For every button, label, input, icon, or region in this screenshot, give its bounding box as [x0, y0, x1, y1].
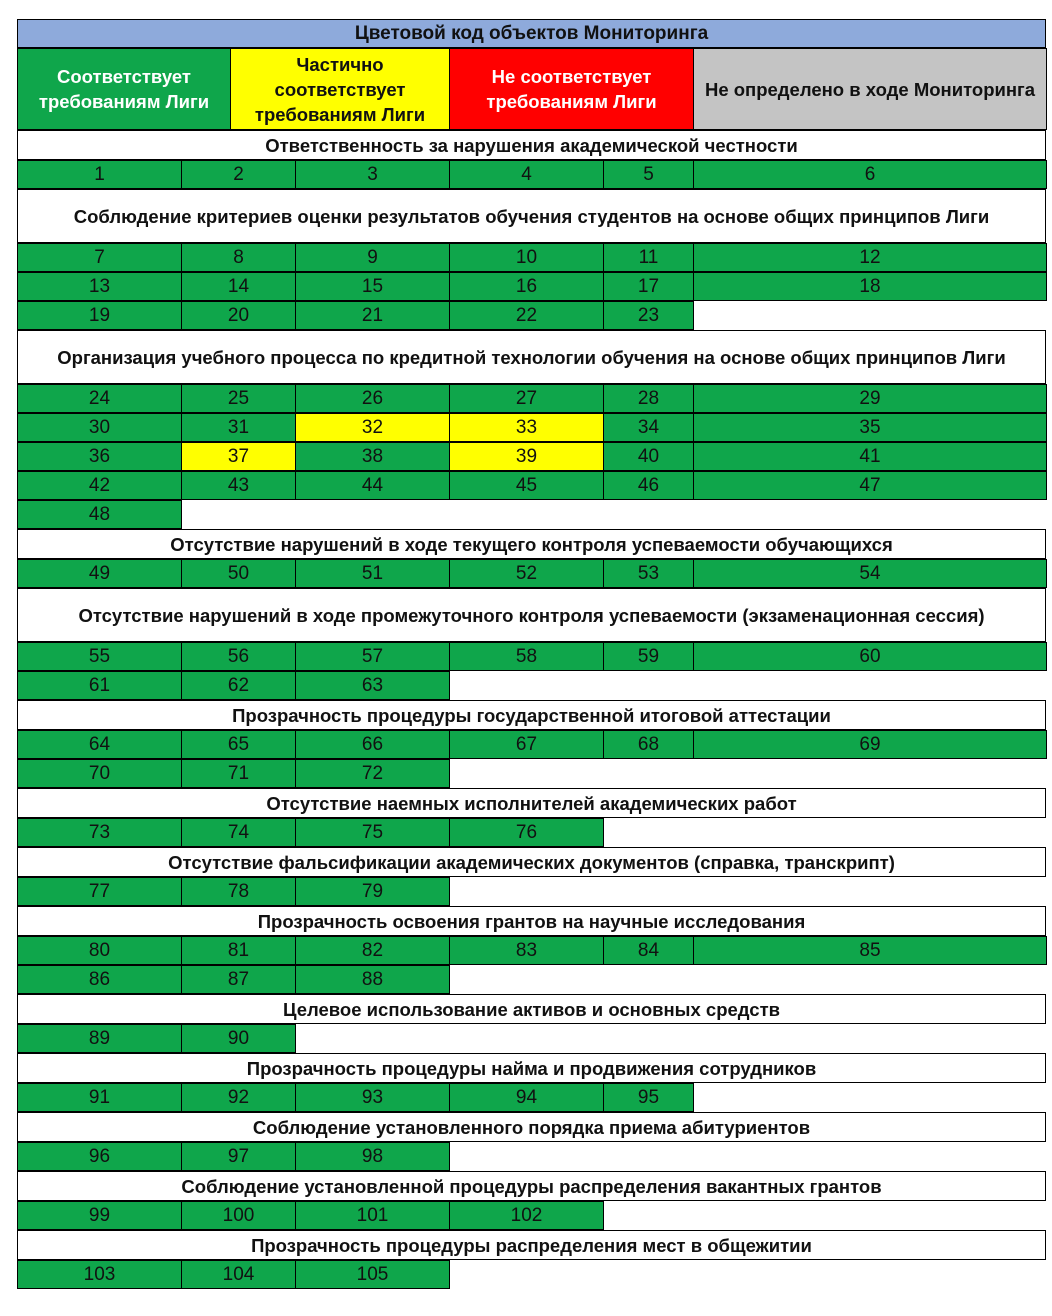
title-row — [17, 19, 1046, 48]
object-cell-26: 26 — [295, 384, 450, 413]
object-cell-98: 98 — [295, 1142, 450, 1171]
object-cell-75: 75 — [295, 818, 450, 847]
object-cell-41: 41 — [693, 442, 1047, 471]
object-cell-46: 46 — [603, 471, 694, 500]
object-cell-21: 21 — [295, 301, 450, 330]
section-heading-row — [17, 1053, 1046, 1083]
monitoring-color-table — [17, 19, 1046, 1289]
object-cell-12: 12 — [693, 243, 1047, 272]
section-heading: Соблюдение критериев оценки результатов обучения студентов на основе общих принципов Лиги — [17, 189, 1046, 243]
object-cell-8: 8 — [181, 243, 296, 272]
object-cell-89: 89 — [17, 1024, 182, 1053]
object-cell-63: 63 — [295, 671, 450, 700]
object-cell-15: 15 — [295, 272, 450, 301]
object-cell-77: 77 — [17, 877, 182, 906]
table-row — [17, 671, 1046, 700]
object-cell-38: 38 — [295, 442, 450, 471]
object-cell-16: 16 — [449, 272, 604, 301]
object-cell-18: 18 — [693, 272, 1047, 301]
object-cell-25: 25 — [181, 384, 296, 413]
table-row — [17, 1024, 1046, 1053]
object-cell-101: 101 — [295, 1201, 450, 1230]
section-heading-row — [17, 994, 1046, 1024]
object-cell-39: 39 — [449, 442, 604, 471]
object-cell-2: 2 — [181, 160, 296, 189]
legend-partial: Частично соответствует требованиям Лиги — [230, 48, 450, 130]
section-heading-row — [17, 588, 1046, 642]
object-cell-88: 88 — [295, 965, 450, 994]
object-cell-14: 14 — [181, 272, 296, 301]
object-cell-57: 57 — [295, 642, 450, 671]
section-heading-row — [17, 847, 1046, 877]
legend-undetermined: Не определено в ходе Мониторинга — [693, 48, 1047, 130]
object-cell-82: 82 — [295, 936, 450, 965]
object-cell-30: 30 — [17, 413, 182, 442]
table-row — [17, 243, 1046, 272]
table-row — [17, 759, 1046, 788]
section-heading: Отсутствие нарушений в ходе текущего контроля успеваемости обучающихся — [17, 529, 1046, 559]
section-heading: Ответственность за нарушения академической честности — [17, 130, 1046, 160]
object-cell-84: 84 — [603, 936, 694, 965]
object-cell-83: 83 — [449, 936, 604, 965]
object-cell-64: 64 — [17, 730, 182, 759]
table-row — [17, 272, 1046, 301]
section-heading: Отсутствие наемных исполнителей академических работ — [17, 788, 1046, 818]
section-heading: Прозрачность процедуры распределения мест в общежитии — [17, 1230, 1046, 1260]
object-cell-95: 95 — [603, 1083, 694, 1112]
object-cell-66: 66 — [295, 730, 450, 759]
section-heading: Прозрачность освоения грантов на научные исследования — [17, 906, 1046, 936]
legend-noncompliant: Не соответствует требованиям Лиги — [449, 48, 694, 130]
object-cell-104: 104 — [181, 1260, 296, 1289]
table-row — [17, 471, 1046, 500]
table-row — [17, 160, 1046, 189]
table-row — [17, 1142, 1046, 1171]
table-row — [17, 965, 1046, 994]
section-heading-row — [17, 906, 1046, 936]
object-cell-56: 56 — [181, 642, 296, 671]
object-cell-51: 51 — [295, 559, 450, 588]
section-heading-row — [17, 700, 1046, 730]
object-cell-53: 53 — [603, 559, 694, 588]
object-cell-47: 47 — [693, 471, 1047, 500]
object-cell-28: 28 — [603, 384, 694, 413]
object-cell-79: 79 — [295, 877, 450, 906]
table-row — [17, 730, 1046, 759]
object-cell-86: 86 — [17, 965, 182, 994]
table-row — [17, 642, 1046, 671]
object-cell-78: 78 — [181, 877, 296, 906]
object-cell-65: 65 — [181, 730, 296, 759]
section-heading: Организация учебного процесса по кредитной технологии обучения на основе общих принципов Лиги — [17, 330, 1046, 384]
object-cell-94: 94 — [449, 1083, 604, 1112]
object-cell-97: 97 — [181, 1142, 296, 1171]
object-cell-20: 20 — [181, 301, 296, 330]
object-cell-24: 24 — [17, 384, 182, 413]
object-cell-90: 90 — [181, 1024, 296, 1053]
object-cell-33: 33 — [449, 413, 604, 442]
section-heading: Прозрачность процедуры найма и продвижения сотрудников — [17, 1053, 1046, 1083]
table-row — [17, 1201, 1046, 1230]
object-cell-40: 40 — [603, 442, 694, 471]
object-cell-73: 73 — [17, 818, 182, 847]
object-cell-31: 31 — [181, 413, 296, 442]
table-row — [17, 384, 1046, 413]
object-cell-50: 50 — [181, 559, 296, 588]
object-cell-23: 23 — [603, 301, 694, 330]
object-cell-44: 44 — [295, 471, 450, 500]
object-cell-74: 74 — [181, 818, 296, 847]
object-cell-69: 69 — [693, 730, 1047, 759]
section-heading-row — [17, 529, 1046, 559]
object-cell-36: 36 — [17, 442, 182, 471]
section-heading: Отсутствие фальсификации академических документов (справка, транскрипт) — [17, 847, 1046, 877]
object-cell-49: 49 — [17, 559, 182, 588]
object-cell-35: 35 — [693, 413, 1047, 442]
section-heading: Отсутствие нарушений в ходе промежуточного контроля успеваемости (экзаменационная сессия) — [17, 588, 1046, 642]
object-cell-22: 22 — [449, 301, 604, 330]
object-cell-85: 85 — [693, 936, 1047, 965]
object-cell-52: 52 — [449, 559, 604, 588]
object-cell-87: 87 — [181, 965, 296, 994]
object-cell-7: 7 — [17, 243, 182, 272]
section-heading: Прозрачность процедуры государственной итоговой аттестации — [17, 700, 1046, 730]
object-cell-34: 34 — [603, 413, 694, 442]
object-cell-55: 55 — [17, 642, 182, 671]
table-row — [17, 442, 1046, 471]
object-cell-5: 5 — [603, 160, 694, 189]
object-cell-27: 27 — [449, 384, 604, 413]
object-cell-32: 32 — [295, 413, 450, 442]
object-cell-96: 96 — [17, 1142, 182, 1171]
object-cell-67: 67 — [449, 730, 604, 759]
table-row — [17, 1083, 1046, 1112]
table-row — [17, 500, 1046, 529]
object-cell-4: 4 — [449, 160, 604, 189]
object-cell-9: 9 — [295, 243, 450, 272]
object-cell-11: 11 — [603, 243, 694, 272]
section-heading-row — [17, 330, 1046, 384]
section-heading: Целевое использование активов и основных средств — [17, 994, 1046, 1024]
object-cell-72: 72 — [295, 759, 450, 788]
object-cell-58: 58 — [449, 642, 604, 671]
table-row — [17, 413, 1046, 442]
object-cell-17: 17 — [603, 272, 694, 301]
object-cell-70: 70 — [17, 759, 182, 788]
object-cell-59: 59 — [603, 642, 694, 671]
object-cell-99: 99 — [17, 1201, 182, 1230]
object-cell-45: 45 — [449, 471, 604, 500]
object-cell-60: 60 — [693, 642, 1047, 671]
object-cell-92: 92 — [181, 1083, 296, 1112]
section-heading-row — [17, 130, 1046, 160]
object-cell-37: 37 — [181, 442, 296, 471]
object-cell-54: 54 — [693, 559, 1047, 588]
table-title: Цветовой код объектов Мониторинга — [17, 19, 1046, 48]
object-cell-76: 76 — [449, 818, 604, 847]
section-heading-row — [17, 1112, 1046, 1142]
object-cell-100: 100 — [181, 1201, 296, 1230]
section-heading-row — [17, 788, 1046, 818]
table-row — [17, 301, 1046, 330]
legend-row — [17, 48, 1046, 130]
table-row — [17, 877, 1046, 906]
object-cell-81: 81 — [181, 936, 296, 965]
table-row — [17, 936, 1046, 965]
object-cell-3: 3 — [295, 160, 450, 189]
section-heading: Соблюдение установленного порядка приема абитуриентов — [17, 1112, 1046, 1142]
legend-compliant: Соответствует требованиям Лиги — [17, 48, 231, 130]
object-cell-105: 105 — [295, 1260, 450, 1289]
object-cell-71: 71 — [181, 759, 296, 788]
object-cell-80: 80 — [17, 936, 182, 965]
object-cell-19: 19 — [17, 301, 182, 330]
section-heading-row — [17, 1171, 1046, 1201]
object-cell-61: 61 — [17, 671, 182, 700]
object-cell-43: 43 — [181, 471, 296, 500]
object-cell-68: 68 — [603, 730, 694, 759]
object-cell-102: 102 — [449, 1201, 604, 1230]
object-cell-1: 1 — [17, 160, 182, 189]
table-row — [17, 559, 1046, 588]
object-cell-10: 10 — [449, 243, 604, 272]
object-cell-91: 91 — [17, 1083, 182, 1112]
section-heading: Соблюдение установленной процедуры распределения вакантных грантов — [17, 1171, 1046, 1201]
object-cell-42: 42 — [17, 471, 182, 500]
object-cell-62: 62 — [181, 671, 296, 700]
section-heading-row — [17, 1230, 1046, 1260]
sections — [17, 130, 1046, 1289]
object-cell-48: 48 — [17, 500, 182, 529]
section-heading-row — [17, 189, 1046, 243]
table-row — [17, 1260, 1046, 1289]
table-row — [17, 818, 1046, 847]
object-cell-13: 13 — [17, 272, 182, 301]
object-cell-103: 103 — [17, 1260, 182, 1289]
object-cell-29: 29 — [693, 384, 1047, 413]
object-cell-93: 93 — [295, 1083, 450, 1112]
object-cell-6: 6 — [693, 160, 1047, 189]
